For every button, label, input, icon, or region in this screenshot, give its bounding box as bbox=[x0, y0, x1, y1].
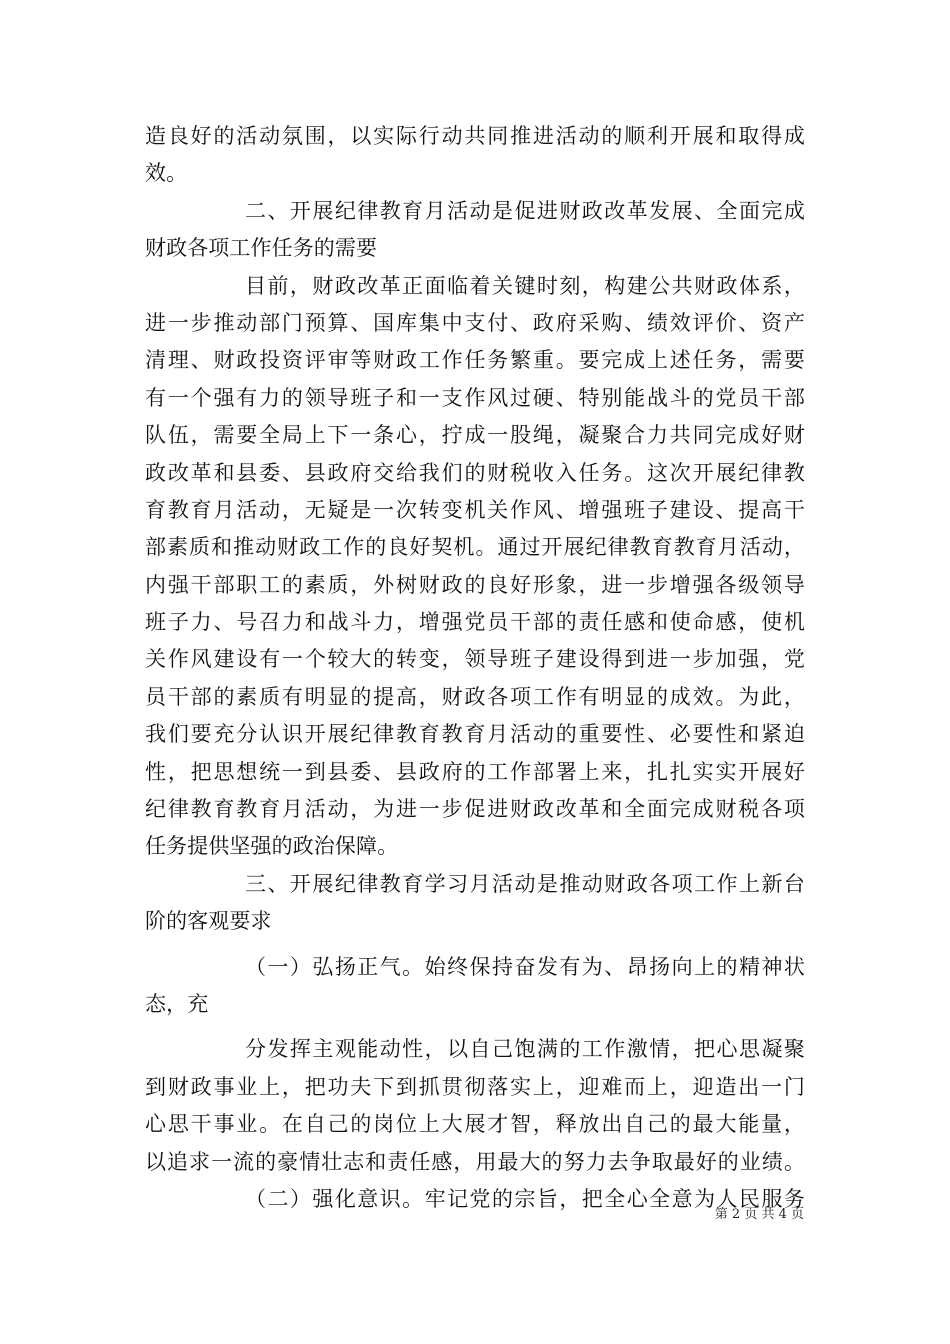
page-number-footer: 第 2 页 共 4 页 bbox=[714, 1207, 804, 1222]
text-line: （二）强化意识。牢记党的宗旨，把全心全意为人民服务 bbox=[245, 1186, 805, 1211]
text-line: 任务提供坚强的政治保障。 bbox=[145, 834, 399, 859]
text-line: 队伍，需要全局上下一条心，拧成一股绳，凝聚合力共同完成好财 bbox=[145, 423, 805, 448]
text-line: 有一个强有力的领导班子和一支作风过硬、特别能战斗的党员干部 bbox=[145, 385, 805, 410]
text-line: 心思干事业。在自己的岗位上大展才智，释放出自己的最大能量， bbox=[145, 1112, 805, 1137]
text-line: 效。 bbox=[145, 161, 188, 186]
text-line: 部素质和推动财政工作的良好契机。通过开展纪律教育教育月活动， bbox=[145, 535, 805, 560]
text-line: 到财政事业上，把功夫下到抓贯彻落实上，迎难而上，迎造出一门 bbox=[145, 1074, 805, 1099]
text-line: 关作风建设有一个较大的转变，领导班子建设得到进一步加强，党 bbox=[145, 647, 805, 672]
section-heading-line: 财政各项工作任务的需要 bbox=[145, 236, 378, 261]
section-heading-line: 三、开展纪律教育学习月活动是推动财政各项工作上新台 bbox=[245, 871, 805, 896]
text-line: 性，把思想统一到县委、县政府的工作部署上来，扎扎实实开展好 bbox=[145, 759, 805, 784]
text-line: 班子力、号召力和战斗力，增强党员干部的责任感和使命感，使机 bbox=[145, 610, 805, 635]
text-line: 纪律教育教育月活动，为进一步促进财政改革和全面完成财税各项 bbox=[145, 797, 805, 822]
text-line: 清理、财政投资评审等财政工作任务繁重。要完成上述任务，需要 bbox=[145, 348, 805, 373]
section-heading-line: 阶的客观要求 bbox=[145, 909, 272, 934]
text-line: 政改革和县委、县政府交给我们的财税收入任务。这次开展纪律教 bbox=[145, 460, 805, 485]
text-line: （一）弘扬正气。始终保持奋发有为、昂扬向上的精神状 bbox=[245, 954, 805, 979]
text-line: 以追求一流的豪情壮志和责任感，用最大的努力去争取最好的业绩。 bbox=[145, 1149, 805, 1174]
text-line: 我们要充分认识开展纪律教育教育月活动的重要性、必要性和紧迫 bbox=[145, 722, 805, 747]
section-heading-line: 二、开展纪律教育月活动是促进财政改革发展、全面完成 bbox=[245, 198, 805, 223]
text-line: 目前，财政改革正面临着关键时刻，构建公共财政体系， bbox=[245, 273, 805, 298]
text-line: 内强干部职工的素质，外树财政的良好形象，进一步增强各级领导 bbox=[145, 572, 805, 597]
text-line: 造良好的活动氛围，以实际行动共同推进活动的顺利开展和取得成 bbox=[145, 124, 805, 148]
text-line: 态，充 bbox=[145, 991, 209, 1016]
text-line: 分发挥主观能动性，以自己饱满的工作激情，把心思凝聚 bbox=[245, 1037, 805, 1062]
text-line: 育教育月活动，无疑是一次转变机关作风、增强班子建设、提高干 bbox=[145, 497, 805, 522]
document-body bbox=[145, 118, 805, 1218]
text-line: 员干部的素质有明显的提高，财政各项工作有明显的成效。为此， bbox=[145, 684, 805, 709]
text-line: 进一步推动部门预算、国库集中支付、政府采购、绩效评价、资产 bbox=[145, 310, 805, 335]
